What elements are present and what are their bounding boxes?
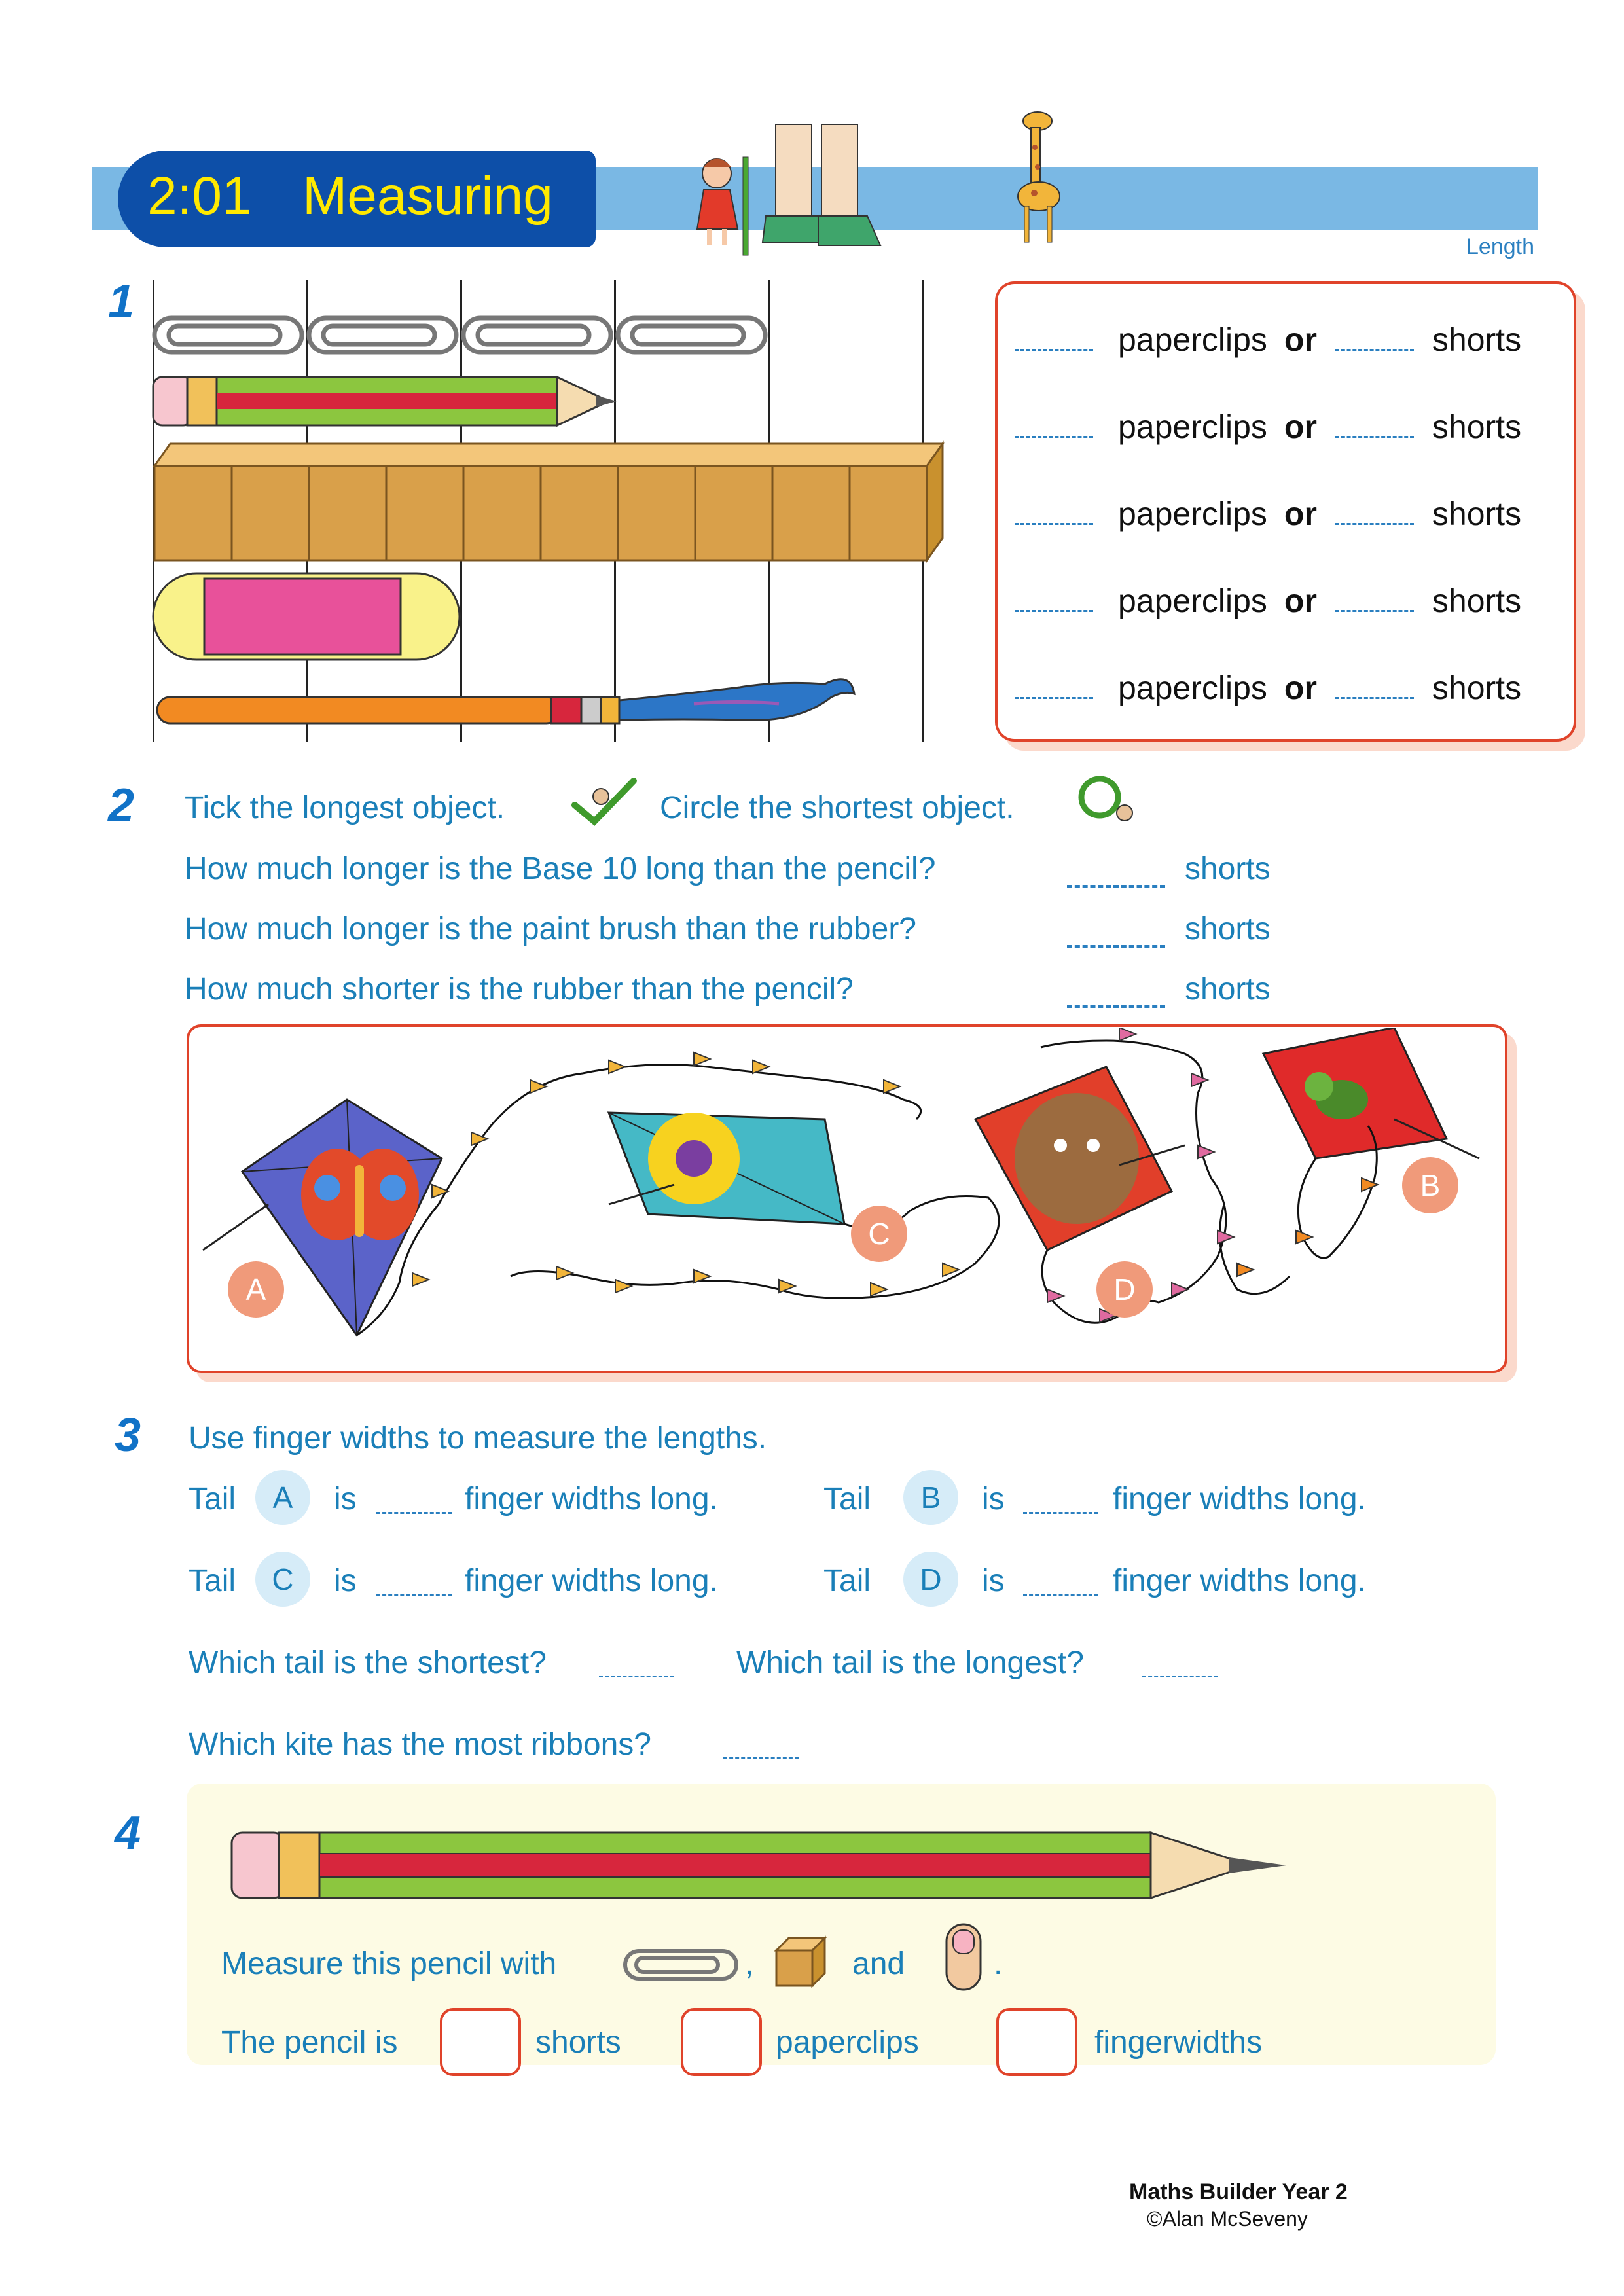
tail-b-blank[interactable]: [1023, 1512, 1098, 1514]
q2-answer-blank-1[interactable]: [1067, 885, 1165, 888]
question-number-3: 3: [115, 1409, 141, 1462]
paint-brush-icon: [151, 668, 864, 740]
base-10-cube-icon: [772, 1934, 828, 1990]
pencil-icon: [151, 372, 622, 431]
kites-illustration: [190, 1028, 1499, 1365]
shortest-question: Which tail is the shortest?: [189, 1645, 547, 1680]
q2-unit-2: shorts: [1185, 912, 1271, 946]
kite-label-b: B: [1402, 1157, 1458, 1213]
rubber-icon: [151, 569, 465, 664]
question-number-2: 2: [108, 780, 135, 832]
comma: ,: [745, 1946, 754, 1981]
shortest-blank[interactable]: [599, 1676, 674, 1677]
tick-instruction: Tick the longest object.: [185, 791, 505, 825]
shorts-blank[interactable]: [1335, 610, 1414, 612]
is-word: is: [334, 1482, 357, 1516]
footer-author: ©Alan McSeveny: [1147, 2207, 1308, 2231]
or-label: or: [1284, 321, 1317, 358]
lesson-number: 2:01: [147, 166, 252, 226]
fingerwidths-unit: fingerwidths: [1094, 2025, 1263, 2060]
most-ribbons-blank[interactable]: [723, 1757, 799, 1759]
q1-answer-row: [1015, 669, 1521, 707]
shorts-label: shorts: [1432, 495, 1522, 532]
measure-instruction: Measure this pencil with: [221, 1946, 557, 1981]
paperclips-label: paperclips: [1118, 670, 1267, 706]
q2-answer-blank-3[interactable]: [1067, 1005, 1165, 1008]
finger-icon: [941, 1921, 987, 1993]
kite-label-d: D: [1096, 1261, 1153, 1318]
circle-instruction: Circle the shortest object.: [660, 791, 1015, 825]
tick-icon: [568, 776, 640, 828]
tail-d-blank[interactable]: [1023, 1594, 1098, 1596]
tail-letter-c: C: [255, 1552, 310, 1607]
children-feet-illustration: [677, 118, 887, 259]
q2-unit-3: shorts: [1185, 972, 1271, 1007]
tail-suffix: finger widths long.: [1113, 1564, 1366, 1598]
is-word: is: [334, 1564, 357, 1598]
footer-book-title: Maths Builder Year 2: [1129, 2179, 1348, 2204]
question-number-4: 4: [115, 1807, 141, 1859]
long-pencil-icon: [229, 1826, 1290, 1905]
circle-icon: [1072, 772, 1144, 828]
question-number-1: 1: [108, 276, 135, 328]
paperclips-answer-box[interactable]: [681, 2008, 762, 2076]
is-word: is: [982, 1482, 1005, 1516]
or-label: or: [1284, 408, 1317, 445]
tail-a-blank[interactable]: [376, 1512, 452, 1514]
q1-answer-row: [1015, 408, 1521, 446]
paperclips-blank[interactable]: [1015, 610, 1093, 612]
fingerwidths-answer-box[interactable]: [996, 2008, 1077, 2076]
base-10-long-icon: [151, 440, 946, 564]
shorts-label: shorts: [1432, 321, 1522, 358]
giraffe-illustration: [1011, 101, 1070, 249]
q1-answer-row: [1015, 495, 1521, 533]
kite-label-a: A: [228, 1261, 284, 1318]
paperclips-label: paperclips: [1118, 321, 1267, 358]
paperclips-label: paperclips: [1118, 583, 1267, 619]
paperclips-blank[interactable]: [1015, 349, 1093, 351]
is-word: is: [982, 1564, 1005, 1598]
shorts-unit: shorts: [535, 2025, 621, 2060]
result-intro: The pencil is: [221, 2025, 398, 2060]
q3-intro: Use finger widths to measure the lengths.: [189, 1421, 767, 1456]
shorts-answer-box[interactable]: [440, 2008, 521, 2076]
tail-word: Tail: [189, 1482, 236, 1516]
period: .: [994, 1946, 1003, 1981]
and-word: and: [852, 1946, 905, 1981]
topic-label: Length: [1466, 234, 1534, 259]
shorts-label: shorts: [1432, 408, 1522, 445]
q1-answer-row: [1015, 582, 1521, 620]
q2-answer-blank-2[interactable]: [1067, 945, 1165, 948]
shorts-label: shorts: [1432, 670, 1522, 706]
kite-label-c: C: [851, 1206, 907, 1262]
paperclips-blank[interactable]: [1015, 436, 1093, 438]
shorts-blank[interactable]: [1335, 523, 1414, 525]
longest-blank[interactable]: [1142, 1676, 1218, 1677]
q2-question-2: How much longer is the paint brush than the rubber?: [185, 912, 916, 946]
paperclip-chain-icon: [151, 313, 779, 359]
q2-question-3: How much shorter is the rubber than the pencil?: [185, 972, 854, 1007]
paperclip-icon: [622, 1947, 740, 1983]
tail-c-blank[interactable]: [376, 1594, 452, 1596]
shorts-blank[interactable]: [1335, 436, 1414, 438]
shorts-label: shorts: [1432, 583, 1522, 619]
tail-letter-a: A: [255, 1470, 310, 1525]
q2-question-1: How much longer is the Base 10 long than the pencil?: [185, 852, 936, 886]
paperclips-blank[interactable]: [1015, 697, 1093, 699]
paperclips-label: paperclips: [1118, 408, 1267, 445]
tail-suffix: finger widths long.: [1113, 1482, 1366, 1516]
tail-letter-d: D: [903, 1552, 958, 1607]
page-title: Measuring: [302, 166, 553, 226]
tail-word: Tail: [823, 1482, 871, 1516]
q2-unit-1: shorts: [1185, 852, 1271, 886]
longest-question: Which tail is the longest?: [736, 1645, 1084, 1680]
q1-answer-row: [1015, 321, 1521, 359]
or-label: or: [1284, 670, 1317, 706]
tail-letter-b: B: [903, 1470, 958, 1525]
shorts-blank[interactable]: [1335, 697, 1414, 699]
paperclips-unit: paperclips: [776, 2025, 919, 2060]
paperclips-blank[interactable]: [1015, 523, 1093, 525]
or-label: or: [1284, 583, 1317, 619]
or-label: or: [1284, 495, 1317, 532]
tail-suffix: finger widths long.: [465, 1564, 718, 1598]
tail-suffix: finger widths long.: [465, 1482, 718, 1516]
paperclips-label: paperclips: [1118, 495, 1267, 532]
tail-word: Tail: [823, 1564, 871, 1598]
tail-word: Tail: [189, 1564, 236, 1598]
most-ribbons-question: Which kite has the most ribbons?: [189, 1727, 651, 1762]
shorts-blank[interactable]: [1335, 349, 1414, 351]
